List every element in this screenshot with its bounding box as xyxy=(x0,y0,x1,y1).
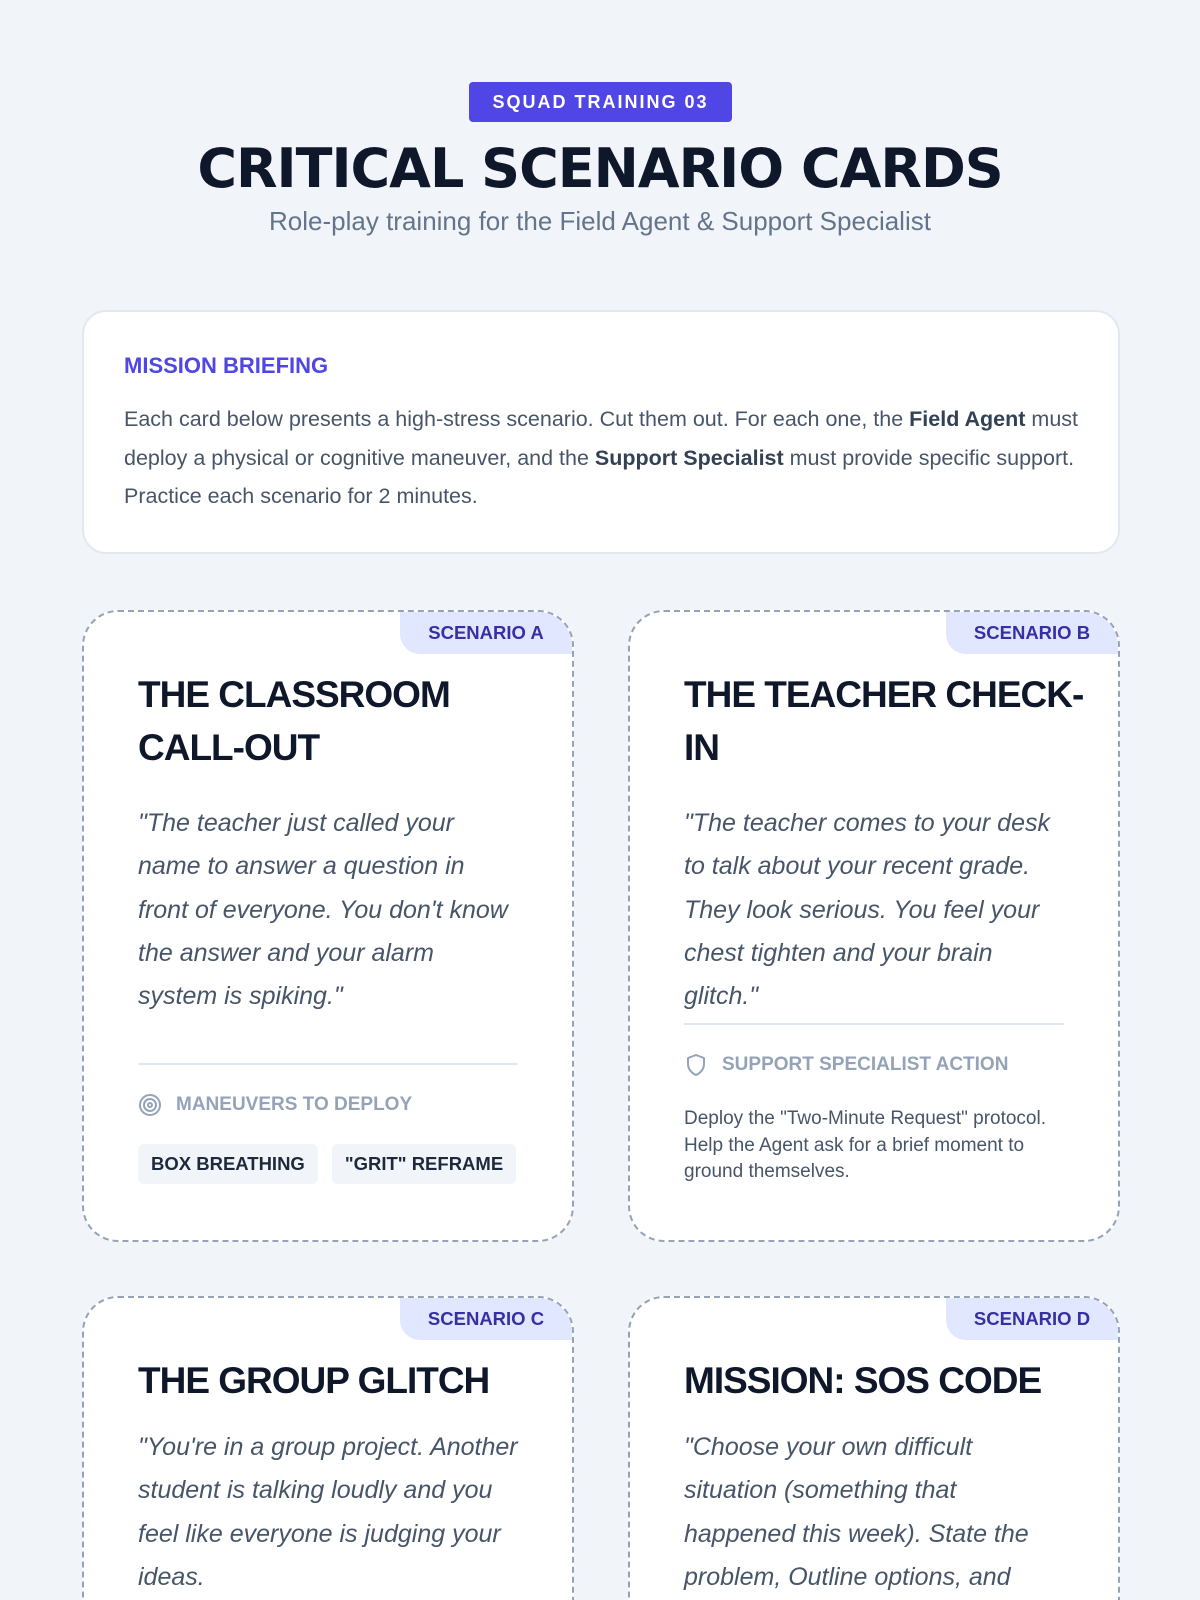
scenario-tag: SCENARIO C xyxy=(400,1298,572,1340)
card-title: MISSION: SOS CODE xyxy=(684,1360,1042,1401)
briefing-text-part: Each card below presents a high-stress scenario. Cut them out. For each one, the xyxy=(124,407,910,431)
scenario-quote: "The teacher just called your name to answer a question in front of everyone. You don't know the answer and your alarm system is spiking." xyxy=(138,809,508,1011)
support-action-text: Deploy the "Two-Minute Request" protocol. Help the Agent ask for a brief moment to ground themselves. xyxy=(684,1108,1047,1182)
maneuvers-label xyxy=(138,1092,412,1118)
scenario-quote: "You're in a group project. Another student is talking loudly and you feel like everyone is judging your ideas. xyxy=(138,1433,518,1591)
shield-icon xyxy=(684,1053,708,1077)
squad-training-badge: SQUAD TRAINING 03 xyxy=(469,82,732,122)
scenario-card-d xyxy=(628,1296,1120,1600)
briefing-text-part: must provide specific support. Practice each scenario for 2 minutes. xyxy=(124,445,1075,508)
scenario-tag: SCENARIO B xyxy=(946,612,1118,654)
support-specialist-term: Support Specialist xyxy=(594,445,784,470)
mission-briefing-panel xyxy=(82,310,1120,554)
briefing-text-part: must deploy a physical or cognitive maneuver, and the xyxy=(124,407,1079,470)
briefing-text xyxy=(124,400,1078,516)
scenario-tag: SCENARIO A xyxy=(400,612,572,654)
divider xyxy=(138,1063,518,1065)
briefing-title: MISSION BRIEFING xyxy=(124,353,329,378)
scenario-quote: "Choose your own difficult situation (something that happened this week). State the problem, Outline options, and xyxy=(684,1433,1029,1591)
scenario-quote: "The teacher comes to your desk to talk about your recent grade. They look serious. You feel your chest tighten and your brain glitch." xyxy=(684,809,1050,1011)
support-action-label xyxy=(684,1052,1008,1078)
divider xyxy=(684,1023,1064,1025)
scenario-card-b xyxy=(628,610,1120,1242)
page-subtitle: Role-play training for the Field Agent & Support Specialist xyxy=(269,206,931,236)
page-title: CRITICAL SCENARIO CARDS xyxy=(197,137,1003,200)
card-title: THE GROUP GLITCH xyxy=(138,1360,490,1401)
maneuver-chips xyxy=(138,1144,516,1184)
section-label-text: SUPPORT SPECIALIST ACTION xyxy=(722,1054,1009,1075)
maneuver-chip: "GRIT" REFRAME xyxy=(332,1144,516,1184)
scenario-card-a xyxy=(82,610,574,1242)
scenario-card-c xyxy=(82,1296,574,1600)
section-label-text: MANEUVERS TO DEPLOY xyxy=(176,1094,413,1115)
field-agent-term: Field Agent xyxy=(909,407,1026,431)
scenario-tag: SCENARIO D xyxy=(946,1298,1118,1340)
target-icon xyxy=(138,1093,162,1117)
card-title: THE TEACHER CHECK-IN xyxy=(684,674,1084,768)
maneuver-chip: BOX BREATHING xyxy=(138,1144,318,1184)
card-title: THE CLASSROOM CALL-OUT xyxy=(138,674,450,768)
